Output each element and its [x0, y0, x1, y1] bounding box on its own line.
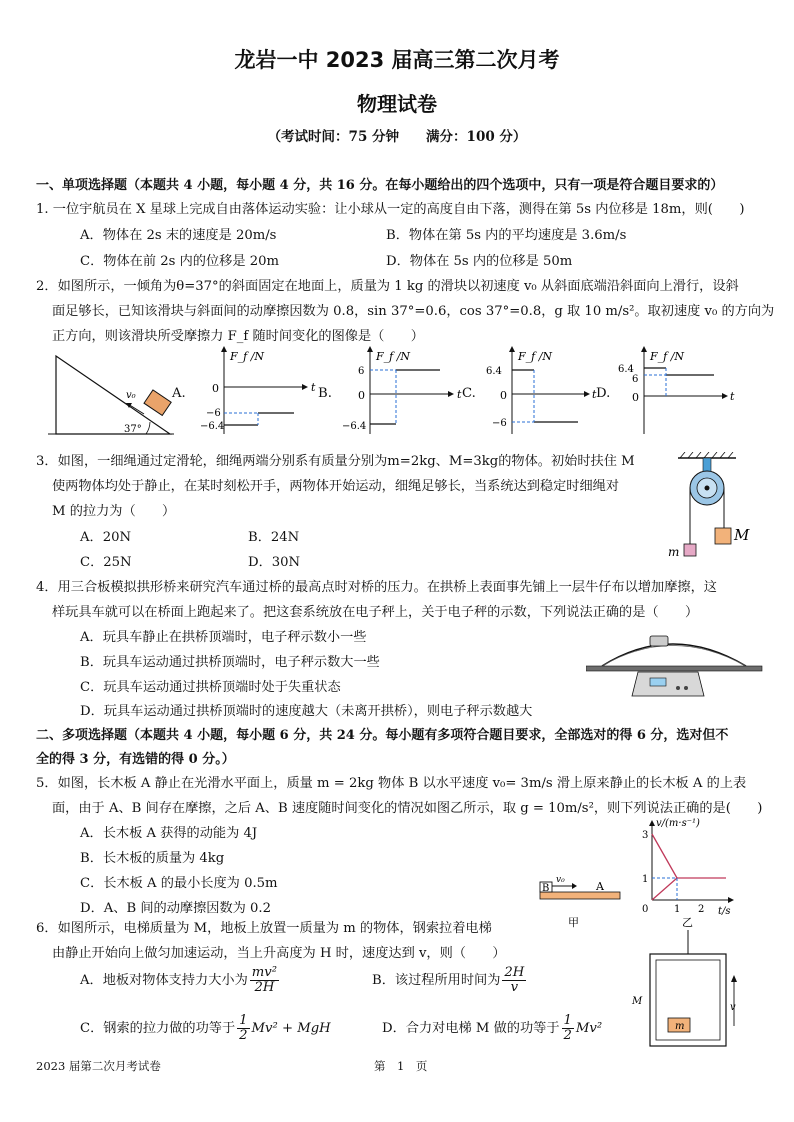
tick-label: 6 — [358, 366, 365, 377]
q6-line1: 6．如图所示，电梯质量为 M，地板上放置一质量为 m 的物体，钢索拉着电梯 — [36, 921, 492, 936]
scale-button — [676, 686, 680, 690]
elevator-figure — [626, 930, 752, 1050]
q4-line1: 4．用三合板模拟拱形桥来研究汽车通过桥的最高点时对桥的压力。在拱桥上表面事先铺上一层牛仔布以增加摩擦，这 — [36, 580, 717, 595]
y-axis-arrow — [649, 820, 655, 826]
q1-option-d: D．物体在 5s 内的位移是 50m — [386, 254, 573, 269]
q4-option-d: D．玩具车运动通过拱桥顶端时的速度越大（未离开拱桥），则电子秤示数越大 — [80, 704, 533, 719]
tick-label: 6.4 — [486, 366, 502, 377]
exam-title: 龙岩一中 2023 届高三第二次月考 — [234, 48, 560, 72]
axis-label: F_f /N — [518, 350, 553, 363]
q5-option-b: B．长木板的质量为 4kg — [80, 851, 225, 866]
graph-b — [340, 344, 470, 436]
q6-d-expression: Mv² — [575, 1021, 603, 1036]
section2-heading-line2: 全的得 3 分，有选错的得 0 分。） — [36, 752, 235, 767]
q6-option-a — [80, 966, 281, 995]
angle-arc — [146, 422, 150, 434]
q2-option-b: B. — [318, 386, 332, 401]
q5-line1: 5．如图，长木板 A 静止在光滑水平面上，质量 m = 2kg 物体 B 以水平速度 v₀= 3m/s 滑上原来静止的长木板 A 的上表 — [36, 776, 747, 791]
axis-label: F_f /N — [650, 350, 685, 363]
section1-heading: 一、单项选择题（本题共 4 小题，每小题 4 分，共 16 分。在每小题给出的四个选项中，只有一项是符合题目要求的） — [36, 178, 724, 193]
fraction-denominator: 2 — [563, 1028, 572, 1043]
x-axis-label: t/s — [718, 906, 731, 917]
x-tick-2: 2 — [698, 904, 705, 915]
electronic-scale — [632, 672, 704, 696]
q6-d-text: D．合力对电梯 M 做的功等于 — [382, 1021, 560, 1036]
q3-line1: 3．如图，一细绳通过定滑轮，细绳两端分别系有质量分别为m=2kg、M=3kg的物体。初始时扶住 M — [36, 454, 635, 469]
fraction-denominator: 2H — [254, 980, 275, 995]
board-block-figure — [532, 874, 624, 930]
tick-label: −6.4 — [342, 421, 367, 432]
q6-b-text: B．该过程所用时间为 — [372, 973, 501, 988]
arch-inner — [602, 646, 746, 667]
v0-arrow-head — [572, 883, 577, 889]
toy-car — [650, 636, 668, 646]
y-tick-1: 1 — [642, 874, 649, 885]
q6-b-fraction — [502, 966, 526, 995]
tick-label: 6 — [632, 374, 639, 385]
pulley-axle — [705, 486, 710, 491]
board-A — [540, 892, 620, 899]
board — [586, 666, 762, 671]
arch-bridge-figure — [586, 628, 766, 708]
q1-stem: 1. 一位宇航员在 X 星球上完成自由落体运动实验：让小球从一定的高度自由下落，测得在第 5s 内位移是 18m，则( ) — [36, 202, 745, 217]
velocity-arrow-head — [731, 975, 737, 982]
t-label: t — [730, 390, 735, 403]
subject-title: 物理试卷 — [357, 92, 437, 116]
tick-label: −6 — [206, 408, 221, 419]
t-label: t — [457, 388, 462, 401]
q2-line3: 正方向，则该滑块所受摩擦力 F_f 随时间变化的图像是（ ） — [52, 329, 424, 344]
q2-option-d: D. — [596, 386, 611, 401]
mass-m-label: m — [668, 545, 680, 559]
q6-option-d — [382, 1014, 602, 1043]
q6-c-fraction — [237, 1014, 249, 1043]
mass-M — [715, 528, 731, 544]
origin-label: 0 — [642, 904, 649, 915]
fraction-numerator: 1 — [239, 1013, 248, 1028]
x-axis-arrow — [448, 391, 454, 397]
q6-a-fraction — [250, 966, 279, 995]
line-B — [652, 834, 677, 878]
fraction-numerator: 2H — [504, 965, 525, 980]
y-tick-3: 3 — [642, 830, 649, 841]
q3-option-a: A．20N — [80, 530, 132, 545]
q3-line3: M 的拉力为（ ） — [52, 504, 176, 519]
velocity-time-graph — [634, 816, 744, 928]
q5-option-d: D．A、B 间的动摩擦因数为 0.2 — [80, 901, 272, 916]
t-label: t — [592, 388, 597, 401]
y-axis-arrow — [509, 346, 515, 352]
q1-option-c: C．物体在前 2s 内的位移是 20m — [80, 254, 279, 269]
q6-line2: 由静止开始向上做匀加速运动，当上升高度为 H 时，速度达到 v，则（ ） — [52, 946, 506, 961]
q4-line2: 样玩具车就可以在桥面上跑起来了。把这套系统放在电子秤上，关于电子秤的示数，下列说法正确的是（ ） — [52, 605, 699, 620]
q3-option-c: C．25N — [80, 555, 132, 570]
q5-line2: 面，由于 A、B 间存在摩擦，之后 A、B 速度随时间变化的情况如图乙所示，取 g = 10m/s²，则下列说法正确的是( ) — [52, 801, 763, 816]
t-label: t — [311, 381, 316, 394]
zero-label: 0 — [632, 391, 639, 404]
zero-label: 0 — [358, 389, 365, 402]
q6-c-text: C．钢索的拉力做的功等于 — [80, 1021, 236, 1036]
scale-display — [650, 678, 666, 686]
angle-label: 37° — [124, 424, 142, 435]
tick-label: −6 — [492, 418, 507, 429]
x-axis-arrow — [722, 393, 728, 399]
slider-block — [144, 390, 171, 416]
velocity-label: v — [730, 1002, 736, 1013]
tick-label: 6.4 — [618, 364, 634, 375]
zero-label: 0 — [500, 389, 507, 402]
x-axis-arrow — [584, 391, 590, 397]
x-axis-arrow — [302, 384, 308, 390]
fraction-denominator: 2 — [239, 1028, 248, 1043]
section2-heading-line1: 二、多项选择题（本题共 4 小题，每小题 6 分，共 24 分。每小题有多项符合题目要求，全部选对的得 6 分，选对但不 — [36, 728, 729, 743]
board-A-label: A — [596, 880, 604, 893]
q1-option-b: B．物体在第 5s 内的平均速度是 3.6m/s — [386, 228, 627, 243]
fraction-numerator: mv² — [251, 965, 278, 980]
line-A — [652, 878, 677, 900]
zero-label: 0 — [212, 382, 219, 395]
graph-a — [194, 344, 324, 436]
q4-option-b: B．玩具车运动通过拱桥顶端时，电子秤示数大一些 — [80, 655, 380, 670]
tick-label: −6.4 — [200, 421, 225, 432]
q3-line2: 使两物体均处于静止，在某时刻松开手，两物体开始运动，细绳足够长，当系统达到稳定时细绳对 — [52, 479, 620, 494]
incline-figure — [40, 350, 180, 440]
page-number: 第 1 页 — [374, 1059, 428, 1073]
q2-option-c: C. — [462, 386, 476, 401]
ceiling-hatch — [680, 452, 733, 458]
fraction-numerator: 1 — [563, 1013, 572, 1028]
q6-option-c — [80, 1014, 331, 1043]
x-axis-arrow — [728, 897, 734, 903]
v0-label: v₀ — [126, 390, 136, 401]
elevator-M-label: M — [632, 996, 643, 1007]
q6-option-b — [372, 966, 528, 995]
object-m-label: m — [675, 1021, 685, 1032]
q3-option-b: B．24N — [248, 530, 300, 545]
q2-option-a: A. — [172, 386, 186, 401]
y-axis-label: v/(m·s⁻¹) — [656, 818, 700, 829]
q4-option-c: C．玩具车运动通过拱桥顶端时处于失重状态 — [80, 680, 341, 695]
x-tick-1: 1 — [674, 904, 681, 915]
footer-exam-name: 2023 届第二次月考试卷 — [36, 1059, 161, 1073]
q6-d-fraction — [562, 1014, 574, 1043]
q6-a-text: A．地板对物体支持力大小为 — [80, 973, 248, 988]
q4-option-a: A．玩具车静止在拱桥顶端时，电子秤示数小一些 — [80, 630, 367, 645]
v0-label: v₀ — [556, 875, 565, 885]
mass-M-label: M — [734, 526, 750, 544]
q1-option-a: A．物体在 2s 末的速度是 20m/s — [80, 228, 277, 243]
q6-c-expression: Mv² + MgH — [251, 1021, 331, 1036]
q2-line2: 面足够长，已知该滑块与斜面间的动摩擦因数为 0.8，sin 37°=0.6，cos 37°=0.8，g 取 10 m/s²。取初速度 v₀ 的方向为 — [52, 304, 775, 319]
figure-yi-label: 乙 — [682, 916, 693, 928]
y-axis-arrow — [221, 346, 227, 352]
exam-info: （考试时间：75 分钟 满分：100 分） — [267, 129, 527, 145]
q5-option-c: C．长木板 A 的最小长度为 0.5m — [80, 876, 278, 891]
q5-option-a: A．长木板 A 获得的动能为 4J — [80, 826, 258, 841]
y-axis-arrow — [367, 346, 373, 352]
figure-jia-label: 甲 — [568, 916, 579, 929]
axis-label: F_f /N — [230, 350, 265, 363]
scale-button — [684, 686, 688, 690]
mass-m — [684, 544, 696, 556]
fraction-denominator: v — [510, 980, 519, 995]
graph-d — [618, 344, 748, 436]
y-axis-arrow — [641, 346, 647, 352]
pulley-figure — [660, 452, 760, 568]
block-B-label: B — [542, 883, 550, 894]
q3-option-d: D．30N — [248, 555, 301, 570]
q2-line1: 2．如图所示，一倾角为θ=37°的斜面固定在地面上，质量为 1 kg 的滑块以初速度 v₀ 从斜面底端沿斜面向上滑行，设斜 — [36, 279, 739, 294]
axis-label: F_f /N — [376, 350, 411, 363]
graph-c — [484, 344, 604, 436]
